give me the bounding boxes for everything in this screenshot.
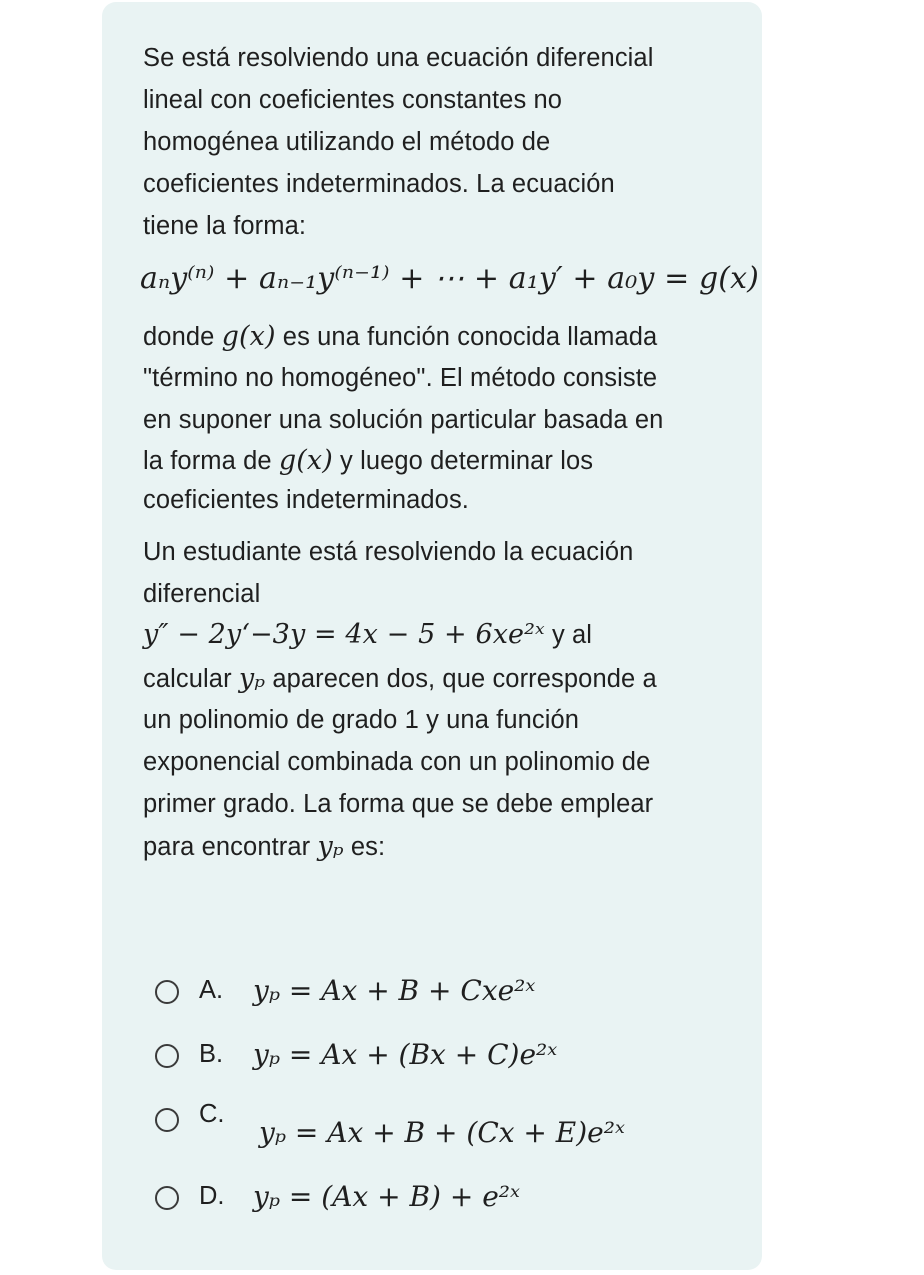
option-formula: yₚ = (Ax + B) + e²ˣ (253, 1180, 520, 1213)
question-line: exponencial combinada con un polinomio de (143, 748, 651, 776)
text: y luego determinar los (340, 447, 594, 475)
yp-symbol: yₚ (317, 831, 344, 862)
text: es una función conocida llamada (282, 323, 658, 351)
option-d[interactable] (155, 1176, 715, 1216)
question-line (143, 658, 657, 700)
question-line: tiene la forma: (143, 212, 307, 240)
question-line: "término no homogéneo". El método consiste (143, 364, 658, 392)
question-line: en suponer una solución particular basada en (143, 406, 664, 434)
option-formula: yₚ = Ax + (Bx + C)e²ˣ (253, 1038, 558, 1071)
question-line (143, 440, 593, 482)
option-letter: D. (199, 1182, 225, 1210)
text: para encontrar (143, 833, 311, 861)
question-line: coeficientes indeterminados. (143, 486, 469, 514)
text: donde (143, 323, 215, 351)
question-line: Un estudiante está resolviendo la ecuación (143, 538, 634, 566)
question-line: Se está resolviendo una ecuación diferencial (143, 44, 654, 72)
option-formula: yₚ = Ax + B + (Cx + E)e²ˣ (259, 1116, 625, 1149)
general-equation: aₙy⁽ⁿ⁾ + aₙ₋₁y⁽ⁿ⁻¹⁾ + ⋯ + a₁y′ + a₀y = g(x) (140, 261, 759, 296)
text: aparecen dos, que corresponde a (272, 665, 657, 693)
gx-symbol: g(x) (278, 445, 333, 476)
option-letter: C. (199, 1100, 225, 1128)
question-line (143, 614, 592, 656)
option-b[interactable] (155, 1034, 715, 1074)
option-letter: B. (199, 1040, 224, 1068)
question-line: un polinomio de grado 1 y una función (143, 706, 580, 734)
question-line: homogénea utilizando el método de (143, 128, 551, 156)
differential-equation: y″ − 2y‘−3y = 4x − 5 + 6xe²ˣ (143, 619, 545, 650)
yp-symbol: yₚ (238, 663, 266, 694)
radio-button[interactable] (155, 1186, 179, 1210)
radio-button[interactable] (155, 980, 179, 1004)
text: la forma de (143, 447, 272, 475)
question-line: diferencial (143, 580, 261, 608)
text: es: (350, 833, 386, 861)
question-line: coeficientes indeterminados. La ecuación (143, 170, 615, 198)
gx-symbol: g(x) (221, 321, 276, 352)
text: calcular (143, 665, 232, 693)
option-formula: yₚ = Ax + B + Cxe²ˣ (253, 974, 536, 1007)
option-letter: A. (199, 976, 224, 1004)
question-line: lineal con coeficientes constantes no (143, 86, 563, 114)
question-line: primer grado. La forma que se debe emplear (143, 790, 654, 818)
radio-button[interactable] (155, 1108, 179, 1132)
question-line (143, 316, 657, 358)
text: y al (551, 621, 593, 649)
option-c[interactable] (155, 1100, 715, 1149)
radio-button[interactable] (155, 1044, 179, 1068)
question-line (143, 826, 385, 868)
option-a[interactable] (155, 970, 715, 1010)
